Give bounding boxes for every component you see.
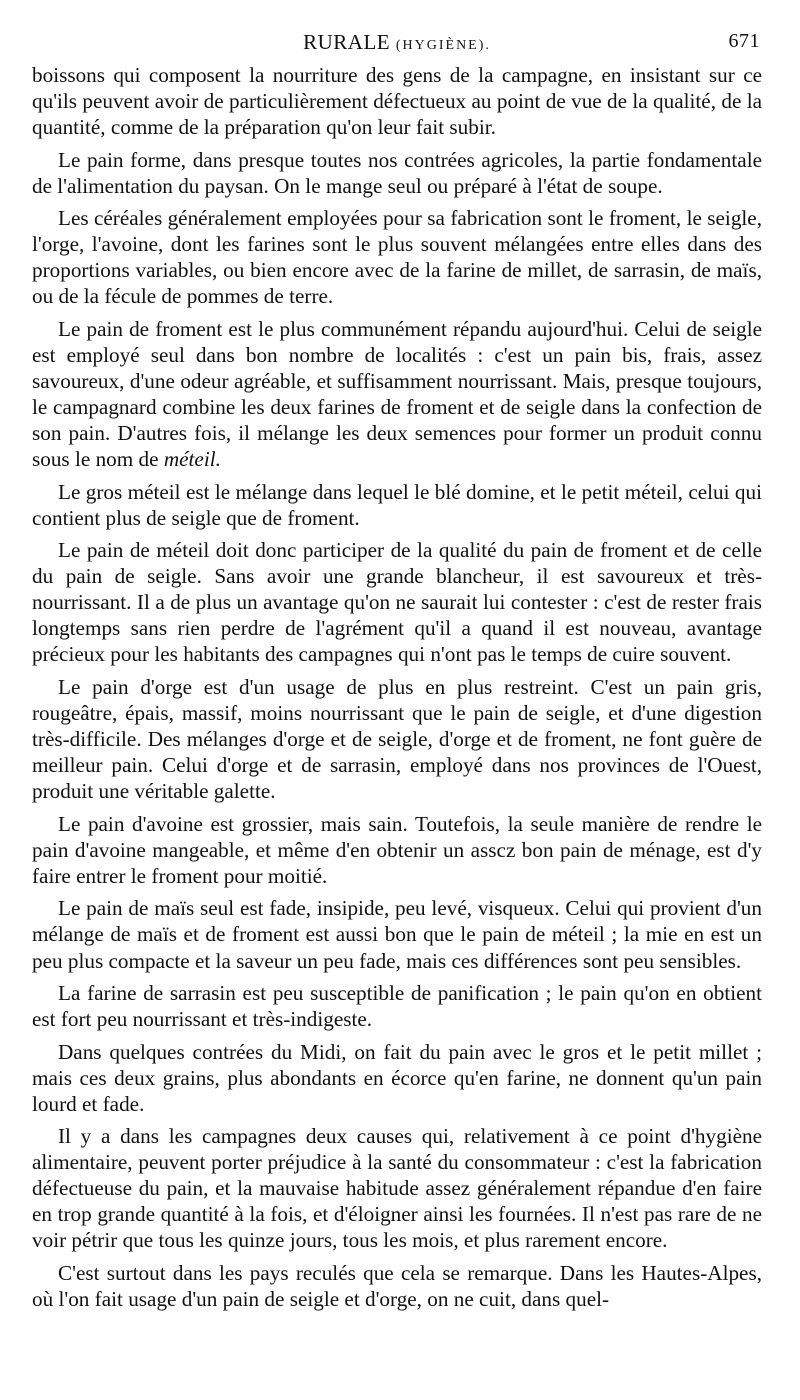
running-title (32, 30, 762, 55)
paragraph: Le gros méteil est le mélange dans lequel le blé domine, et le petit méteil, celui qui contient plus de seigle que de froment. (32, 479, 762, 530)
paragraph: Dans quelques contrées du Midi, on fait du pain avec le gros et le petit millet ; mais ces deux grains, plus abondants en écorce qu'en farine, ne donnent qu'un pain lourd et fade. (32, 1039, 762, 1116)
page-number: 671 (728, 30, 760, 52)
running-title-main: RURALE (303, 30, 391, 54)
paragraph: boissons qui composent la nourriture des gens de la campagne, en insistant sur ce qu'ils peuvent avoir de particulièrement défectueux au point de vue de la qualité, de la quantité, comme de la préparation qu'on leur fait subir. (32, 63, 762, 140)
paragraph: Il y a dans les campagnes deux causes qui, relativement à ce point d'hygiène alimentaire, peuvent porter préjudice à la santé du consommateur : c'est la fabrication défectueuse du pain, et la mauvaise habitude assez généralement répandue d'en faire en trop grande quantité à la fois, et d'éloigner ainsi les fournées. Il n'est pas rare de ne voir pétrir que tous les quinze jours, tous les mois, et plus rarement encore. (32, 1124, 762, 1253)
running-header (32, 28, 762, 62)
emphasized-term: méteil. (163, 447, 221, 472)
running-title-sub: (HYGIÈNE). (395, 38, 491, 53)
paragraph-text: Le pain de froment est le plus communément répandu aujourd'hui. Celui de seigle est employé seul dans bon nombre de localités : c'est un pain bis, frais, assez savoureux, d'une odeur agréable, et suffisamment nourrissant. Mais, presque toujours, le campagnard combine les deux farines de froment et de seigle dans la confection de son pain. D'autres fois, il mélange les deux semences pour former un produit connu sous le nom de (32, 316, 762, 472)
paragraph: La farine de sarrasin est peu susceptible de panification ; le pain qu'on en obtient est fort peu nourrissant et très-indigeste. (32, 981, 762, 1032)
paragraph: Le pain d'orge est d'un usage de plus en plus restreint. C'est un pain gris, rougeâtre, épais, massif, moins nourrissant que le pain de seigle, et d'une digestion très-difficile. Des mélanges d'orge et de seigle, d'orge et de froment, ne font guère de meilleur pain. Celui d'orge et de sarrasin, employé dans nos provinces de l'Ouest, produit une véritable galette. (32, 675, 762, 804)
paragraph: Le pain de maïs seul est fade, insipide, peu levé, visqueux. Celui qui provient d'un mélange de maïs et de froment est aussi bon que le pain de méteil ; la mie en est un peu plus compacte et la saveur un peu fade, mais ces différences sont peu sensibles. (32, 896, 762, 973)
paragraph: Les céréales généralement employées pour sa fabrication sont le froment, le seigle, l'orge, l'avoine, dont les farines sont le plus souvent mélangées entre elles dans des proportions variables, ou bien encore avec de la farine de millet, de sarrasin, de maïs, ou de la fécule de pommes de terre. (32, 206, 762, 309)
paragraph: Le pain d'avoine est grossier, mais sain. Toutefois, la seule manière de rendre le pain d'avoine mangeable, et même d'en obtenir un asscz bon pain de ménage, est d'y faire entrer le froment pour moitié. (32, 811, 762, 888)
paragraph: Le pain de méteil doit donc participer de la qualité du pain de froment et de celle du pain de seigle. Sans avoir une grande blancheur, il est savoureux et très-nourrissant. Il a de plus un avantage qu'on ne saurait lui contester : c'est de rester frais longtemps sans rien perdre de l'agrément qu'il a quand il est nouveau, avantage précieux pour les habitants des campagnes qui n'ont pas le temps de cuire souvent. (32, 538, 762, 667)
paragraph: Le pain forme, dans presque toutes nos contrées agricoles, la partie fondamentale de l'alimentation du paysan. On le mange seul ou préparé à l'état de soupe. (32, 147, 762, 198)
paragraph: C'est surtout dans les pays reculés que cela se remarque. Dans les Hautes-Alpes, où l'on fait usage d'un pain de seigle et d'orge, on ne cuit, dans quel- (32, 1261, 762, 1312)
paragraph (32, 316, 762, 472)
body-text (32, 62, 762, 1312)
